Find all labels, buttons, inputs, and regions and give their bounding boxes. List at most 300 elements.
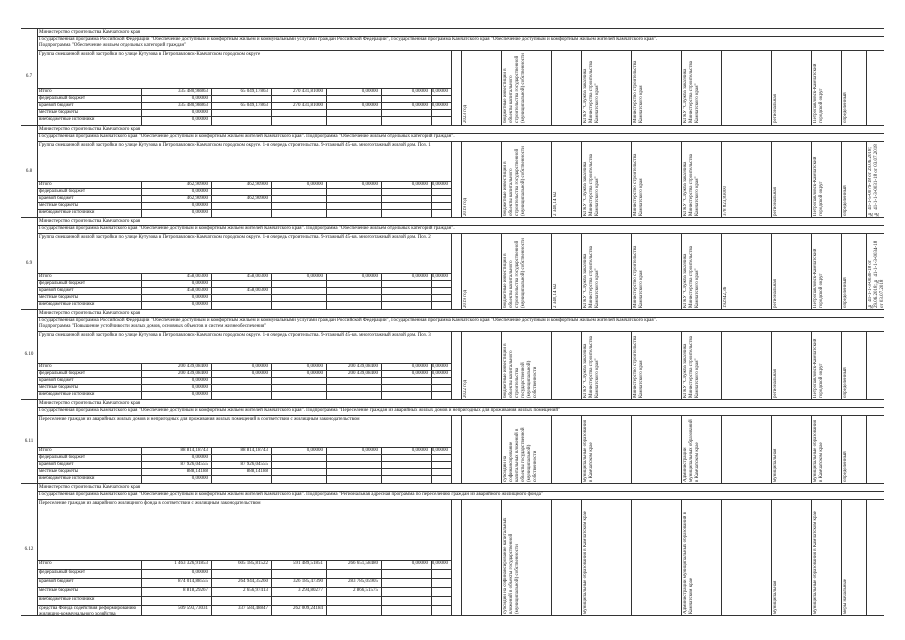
funding-value: 0,00000: [306, 182, 323, 187]
estimated-cost-cell: [723, 418, 769, 482]
column-rule: [551, 142, 552, 218]
column-rule: [681, 234, 682, 310]
funding-value: 0,00000: [431, 103, 448, 108]
funding-value: 458,00300: [186, 288, 208, 293]
funding-row-label: краевой бюджет: [39, 196, 74, 201]
funding-value: 0,00000: [306, 364, 323, 369]
customer-cell: муниципальные образования в Камчатском крае: [583, 420, 594, 482]
column-rule: [771, 234, 772, 310]
funding-value: 0,00000: [191, 189, 208, 194]
column-rule: [381, 273, 382, 310]
column-rule: [771, 500, 772, 616]
year-cell: [463, 418, 499, 482]
capacity-cell: [553, 53, 579, 123]
funding-value: 283 785,05905: [348, 579, 378, 584]
column-rule: [551, 332, 552, 400]
program-header: Государственная программа Камчатского края "Обеспечение доступным и комфортным жильем жителей Камчатского края". Подпрограмма "Обеспечение жильем отдельных категорий граждан".: [39, 134, 455, 139]
column-rule: [581, 500, 582, 616]
column-rule: [501, 332, 502, 400]
column-rule: [771, 416, 772, 484]
funding-row-label: краевой бюджет: [39, 378, 74, 383]
funding-value: 0,00000: [191, 476, 208, 481]
column-rule: [37, 310, 38, 400]
funding-row-label: местные бюджеты: [39, 203, 79, 208]
column-rule: [631, 332, 632, 400]
status-cell: определенный: [843, 451, 848, 482]
funding-value: 0,00000: [431, 89, 448, 94]
funding-row-label: федеральный бюджет: [39, 455, 86, 460]
permit-cell: [868, 418, 882, 482]
section-number: 6.10: [24, 352, 34, 357]
column-rule: [841, 234, 842, 310]
column-rule: [431, 560, 432, 616]
funding-row-label: внебюджетные источники: [39, 302, 95, 307]
funding-row-label: местные бюджеты: [39, 469, 79, 474]
funding-row-label: федеральный бюджет: [39, 570, 86, 575]
year-cell: 2023 год: [463, 104, 468, 123]
column-rule: [631, 51, 632, 125]
column-rule: [431, 273, 432, 310]
funding-value: 462,90900: [186, 196, 208, 201]
column-rule: [381, 363, 382, 400]
funding-value: 0,00000: [411, 103, 428, 108]
funding-value: 8 818,29267: [183, 588, 208, 593]
column-rule: [271, 560, 272, 616]
column-rule: [866, 416, 867, 484]
column-rule: [37, 400, 38, 484]
funding-row-label: федеральный бюджет: [39, 96, 86, 101]
section-number: 6.7: [25, 74, 33, 79]
funding-value: 266 651,58480: [348, 561, 378, 566]
estimated-cost-cell: 378 823,83000: [723, 186, 728, 216]
table-section: [21, 483, 884, 615]
funding-row-label: федеральный бюджет: [39, 189, 86, 194]
column-rule: [811, 51, 812, 125]
level-cell: муниципальная: [773, 448, 778, 482]
customer-cell: КГКУ "Служба заказчика Министерства строительства Камчатского края": [583, 153, 600, 216]
table-section: [21, 217, 884, 309]
permit-cell: № 41-1-5-0079-18 от 29.06.2018; № 41-1-1-3-0031-18 от 03.07.2018: [868, 144, 879, 216]
customer-cell: КГКУ "Служба заказчика Министерства строительства Камчатского края": [583, 245, 600, 308]
customer-cell: КГКУ "Служба заказчика Министерства строительства Камчатского края": [583, 335, 600, 398]
funding-value: 0,00000: [431, 364, 448, 369]
capacity-cell: 2 340,14 м2: [553, 283, 558, 308]
permit-cell: № 41-1-1-3-0030-18 от 29.06.2018; № 41-1-1-3-0034-18 от 03.07.2018: [868, 240, 885, 308]
ministry-cell: Министерство строительства Камчатского края: [633, 60, 644, 123]
funding-row-label: Итого: [39, 182, 52, 187]
column-rule: [681, 500, 682, 616]
column-rule: [501, 234, 502, 310]
column-rule: [501, 416, 502, 484]
ministry-header: Министерство строительства Камчатского края: [39, 219, 141, 224]
column-rule: [381, 88, 382, 125]
location-cell: Петропавловск-Камчатский городской округ: [813, 248, 824, 308]
location-cell: Петропавловск-Камчатский городской округ: [813, 156, 824, 216]
status-cell: определенный: [843, 277, 848, 308]
column-rule: [551, 234, 552, 310]
funding-row-label: местные бюджеты: [39, 295, 79, 300]
ministry-header: Министерство строительства Камчатского края: [39, 127, 141, 132]
level-cell: региональная: [773, 369, 778, 398]
funding-value: 0,00000: [411, 182, 428, 187]
funding-value: 65 049,17863: [240, 103, 268, 108]
location-cell: Петропавловск-Камчатский городской округ: [813, 338, 824, 398]
location-cell: муниципальные образования в Камчатском крае: [813, 420, 824, 482]
funding-row-label: краевой бюджет: [39, 103, 74, 108]
estimated-cost-cell: [723, 334, 769, 398]
funding-value: 0,00000: [431, 274, 448, 279]
column-rule: [581, 332, 582, 400]
column-rule: [271, 181, 272, 218]
funding-value: 0,00000: [411, 274, 428, 279]
funding-value: 0,00000: [191, 96, 208, 101]
funding-value: 0,00000: [191, 378, 208, 383]
column-rule: [501, 500, 502, 616]
column-rule: [811, 416, 812, 484]
location-cell: Петропавловск-Камчатский городской округ: [813, 63, 824, 123]
column-rule: [681, 142, 682, 218]
funding-value: 335 480,98863: [178, 89, 208, 94]
estimated-cost-cell: [723, 53, 769, 123]
funding-value: 2 866,51575: [353, 588, 378, 593]
developer-cell: Администрации муниципальных образований в Камчатском крае: [683, 511, 694, 614]
developer-cell: КГКУ "Служба заказчика Министерства строительства Камчатского края": [683, 335, 700, 398]
funding-value: 337 584,48847: [238, 606, 268, 611]
column-rule: [581, 416, 582, 484]
ministry-header: Министерство строительства Камчатского края: [39, 30, 141, 35]
column-rule: [211, 181, 212, 218]
column-rule: [381, 181, 382, 218]
funding-value: 0,00000: [361, 103, 378, 108]
purpose-cell: бюджетные инвестиции в объекты капитального строительства государственной (муниципальной) собственности: [503, 146, 526, 216]
ministry-header: Министерство строительства Камчатского края: [39, 401, 141, 406]
funding-value: 0,00000: [191, 385, 208, 390]
column-rule: [271, 363, 272, 400]
funding-value: 326 185,47390: [293, 579, 323, 584]
column-rule: [431, 88, 432, 125]
column-rule: [631, 500, 632, 616]
ministry-cell: Министерство строительства Камчатского края: [633, 245, 644, 308]
column-rule: [461, 332, 462, 400]
funding-value: 0,00000: [361, 448, 378, 453]
column-rule: [581, 51, 582, 125]
funding-value: 0,00000: [191, 203, 208, 208]
column-rule: [721, 500, 722, 616]
funding-value: 88 814,18743: [180, 448, 208, 453]
funding-value: 462,90900: [246, 182, 268, 187]
column-rule: [381, 560, 382, 616]
column-rule: [211, 363, 212, 400]
section-number: 6.9: [25, 261, 33, 266]
column-rule: [501, 142, 502, 218]
funding-value: 0,00000: [411, 448, 428, 453]
column-rule: [721, 51, 722, 125]
funding-value: 0,00000: [411, 561, 428, 566]
column-rule: [326, 88, 327, 125]
column-rule: [461, 142, 462, 218]
column-rule: [631, 142, 632, 218]
funding-value: 0,00000: [191, 210, 208, 215]
funding-value: 87 926,04555: [240, 462, 268, 467]
funding-value: 0,00000: [251, 371, 268, 376]
section-number: 6.8: [25, 169, 33, 174]
column-rule: [866, 500, 867, 616]
column-rule: [461, 51, 462, 125]
funding-value: 262 009,24184: [293, 606, 323, 611]
column-rule: [37, 218, 38, 310]
funding-value: 462,90900: [186, 182, 208, 187]
funding-value: 0,00000: [361, 89, 378, 94]
funding-row-label: внебюджетные источники: [39, 117, 95, 122]
object-name: Группа смешанной жилой застройки по улице Кутузова в Петропавловск-Камчатском городском округе. 1-я очередь строительства. 9-этажный 45-кв. многоэтажный жилой дом. Поз. 3: [39, 333, 431, 338]
column-rule: [211, 447, 212, 484]
column-rule: [681, 416, 682, 484]
funding-value: 335 480,98863: [178, 103, 208, 108]
funding-value: 458,00300: [186, 274, 208, 279]
year-cell: [463, 502, 499, 614]
column-rule: [841, 51, 842, 125]
capacity-cell: [553, 334, 579, 398]
level-cell: муниципальная: [773, 580, 778, 614]
table-section: [21, 29, 884, 125]
program-header: Государственная программа Камчатского края "Обеспечение доступным и комфортным жильем жителей Камчатского края". Подпрограмма "Переселение граждан из аварийных жилых домов и непригодных для проживания жилых помещений": [39, 408, 561, 413]
program-header: Государственная программа Российской Федерации "Обеспечение доступным и комфортным жильем и коммунальными услугами граждан Российской Федерации", Государственная программа Камчатского края "Обеспечение доступным и комфортным жильем жителей Камчатского края".: [39, 37, 657, 42]
status-cell: определенный: [843, 92, 848, 123]
funding-value: 0,00000: [191, 117, 208, 122]
column-rule: [141, 363, 142, 400]
funding-row-label: Итого: [39, 448, 52, 453]
funding-value: 0,00000: [361, 182, 378, 187]
column-rule: [271, 447, 272, 484]
column-rule: [211, 273, 212, 310]
column-rule: [451, 142, 452, 218]
column-rule: [211, 88, 212, 125]
funding-value: 87 926,04555: [180, 462, 208, 467]
ministry-cell: Министерство строительства Камчатского края: [633, 335, 644, 398]
object-name: Группа смешанной жилой застройки по улице Кутузова в Петропавловск-Камчатском городском округе. 1-я очередь строительства. 9-этажный 45-кв. многоэтажный жилой дом. Поз. 1: [39, 143, 431, 148]
developer-cell: КГКУ "Служба заказчика Министерства строительства Камчатского края": [683, 245, 700, 308]
column-rule: [771, 51, 772, 125]
level-cell: региональная: [773, 94, 778, 123]
column-rule: [841, 142, 842, 218]
estimated-cost-cell: [723, 502, 769, 614]
column-rule: [581, 142, 582, 218]
status-cell: определенный: [843, 185, 848, 216]
funding-value: 0,00000: [306, 371, 323, 376]
column-rule: [326, 273, 327, 310]
funding-value: 200 439,08400: [348, 371, 378, 376]
funding-row-label: внебюджетные источники: [39, 597, 95, 602]
permit-cell: [868, 334, 882, 398]
column-rule: [841, 332, 842, 400]
status-cell: меры начальные: [843, 579, 848, 614]
funding-value: 200 439,08400: [178, 371, 208, 376]
column-rule: [451, 416, 452, 484]
funding-value: 0,00000: [411, 89, 428, 94]
funding-value: 0,00000: [191, 392, 208, 397]
column-rule: [771, 142, 772, 218]
funding-row-label: внебюджетные источники: [39, 476, 95, 481]
column-rule: [326, 447, 327, 484]
register-table: [21, 28, 884, 616]
funding-value: 200 439,08400: [178, 364, 208, 369]
customer-cell: КГКУ "Служба заказчика Министерства строительства Камчатского края": [583, 60, 600, 123]
funding-value: 591 489,51851: [293, 561, 323, 566]
column-rule: [551, 51, 552, 125]
column-rule: [271, 273, 272, 310]
column-rule: [631, 416, 632, 484]
funding-value: 605 185,81522: [238, 561, 268, 566]
table-section: [21, 399, 884, 483]
estimated-cost-cell: 192942,36: [723, 286, 728, 308]
funding-value: 0,00000: [191, 281, 208, 286]
funding-value: 0,00000: [361, 274, 378, 279]
column-rule: [771, 332, 772, 400]
funding-value: 0,00000: [191, 295, 208, 300]
column-rule: [141, 181, 142, 218]
column-rule: [866, 142, 867, 218]
location-cell: муниципальные образования в Камчатском крае: [813, 511, 818, 614]
funding-value: 0,00000: [191, 570, 208, 575]
program-header: Государственная программа Камчатского края "Обеспечение доступным и комфортным жильем жителей Камчатского края". Подпрограмма "Обеспечение жильем отдельных категорий граждан".: [39, 226, 455, 231]
funding-row-label: Итого: [39, 561, 52, 566]
purpose-cell: субсидии на софинансирование капитальных вложений в объекты государственной (муниципальной) собственности: [503, 427, 538, 482]
column-rule: [37, 126, 38, 218]
funding-row-label: средства Фонда содействия реформированию жилищно-коммунального хозяйства: [39, 606, 137, 617]
ministry-cell: [633, 502, 679, 614]
column-rule: [141, 447, 142, 484]
ministry-header: Министерство строительства Камчатского края: [39, 311, 141, 316]
object-name: Переселение граждан из аварийного жилищного фонда в соответствии с жилищным законодательством: [39, 501, 261, 506]
level-cell: региональная: [773, 187, 778, 216]
column-rule: [811, 332, 812, 400]
column-rule: [451, 234, 452, 310]
column-rule: [326, 560, 327, 616]
column-rule: [721, 332, 722, 400]
column-rule: [551, 500, 552, 616]
column-rule: [501, 51, 502, 125]
column-rule: [811, 234, 812, 310]
column-rule: [451, 332, 452, 400]
column-rule: [461, 416, 462, 484]
level-cell: региональная: [773, 279, 778, 308]
column-rule: [681, 51, 682, 125]
column-rule: [451, 500, 452, 616]
column-rule: [211, 560, 212, 616]
program-header: Государственная программа Камчатского края "Обеспечение доступным и комфортным жильем жителей Камчатского края". Подпрограмма "Региональная адресная программа по переселению граждан из аварийного жилищного фонда": [39, 492, 543, 497]
funding-value: 458,00300: [246, 288, 268, 293]
column-rule: [141, 88, 142, 125]
column-rule: [141, 273, 142, 310]
customer-cell: муниципальные образования в Камчатском крае: [583, 511, 588, 614]
ministry-cell: [633, 418, 679, 482]
column-rule: [326, 363, 327, 400]
funding-value: 3 294,80277: [298, 588, 323, 593]
purpose-cell: бюджетные инвестиции в объекты капитального строительства государственной (муниципальной) собственности: [503, 343, 538, 398]
subprogram-header: Подпрограмма "Обеспечение жильем отдельных категорий граждан": [39, 43, 187, 48]
funding-value: 509 593,73031: [178, 606, 208, 611]
table-section: [21, 125, 884, 217]
developer-cell: Администрации муниципальных образований в Камчатском крае: [683, 419, 700, 482]
funding-value: 0,00000: [306, 274, 323, 279]
column-rule: [721, 234, 722, 310]
column-rule: [681, 332, 682, 400]
purpose-cell: субсидии на софинансирование капитальных вложений в объекты государственной (муниципальной) собственности: [503, 517, 520, 614]
funding-row-label: Итого: [39, 89, 52, 94]
section-number: 6.11: [24, 439, 34, 444]
funding-value: 0,00000: [191, 455, 208, 460]
funding-row-label: федеральный бюджет: [39, 371, 86, 376]
funding-value: 0,00000: [306, 448, 323, 453]
funding-value: 0,00000: [191, 302, 208, 307]
column-rule: [461, 500, 462, 616]
funding-row-label: внебюджетные источники: [39, 210, 95, 215]
funding-value: 0,00000: [431, 182, 448, 187]
program-header: Государственная программа Российской Федерации "Обеспечение доступным и комфортным жильем и коммунальными услугами граждан Российской Федерации", Государственная программа Камчатского края "Обеспечение доступным и комфортным жильем жителей Камчатского края".: [39, 318, 657, 323]
column-rule: [721, 416, 722, 484]
column-rule: [431, 181, 432, 218]
column-rule: [866, 51, 867, 125]
column-rule: [581, 234, 582, 310]
year-cell: 2019 год: [463, 197, 468, 216]
funding-value: 458,00300: [246, 274, 268, 279]
column-rule: [37, 29, 38, 125]
funding-value: 0,00000: [431, 371, 448, 376]
capacity-cell: 2 340,14 м2: [553, 191, 558, 216]
funding-value: 2 656,97413: [243, 588, 268, 593]
column-rule: [141, 560, 142, 616]
funding-value: 200 439,08400: [348, 364, 378, 369]
developer-cell: КГКУ "Служба заказчика Министерства строительства Камчатского края": [683, 60, 700, 123]
capacity-cell: [553, 502, 579, 614]
column-rule: [811, 500, 812, 616]
year-cell: 2019 год: [463, 289, 468, 308]
object-name: Переселение граждан из аварийных жилых домов и непригодных для проживания жилых помещений в соответствии с жилищным законодательством: [39, 417, 360, 422]
funding-row-label: краевой бюджет: [39, 288, 74, 293]
funding-value: 0,00000: [411, 371, 428, 376]
funding-value: 270 431,81000: [293, 103, 323, 108]
column-rule: [841, 416, 842, 484]
ministry-header: Министерство строительства Камчатского края: [39, 485, 141, 490]
funding-value: 888,14188: [186, 469, 208, 474]
column-rule: [811, 142, 812, 218]
column-rule: [631, 234, 632, 310]
funding-row-label: местные бюджеты: [39, 385, 79, 390]
column-rule: [431, 363, 432, 400]
funding-row-label: Итого: [39, 364, 52, 369]
year-cell: 2022 год: [463, 379, 468, 398]
column-rule: [326, 181, 327, 218]
funding-row-label: внебюджетные источники: [39, 392, 95, 397]
funding-value: 462,90900: [246, 196, 268, 201]
column-rule: [431, 447, 432, 484]
column-rule: [271, 88, 272, 125]
funding-value: 874 014,88555: [178, 579, 208, 584]
funding-value: 270 431,81000: [293, 89, 323, 94]
funding-row-label: краевой бюджет: [39, 462, 74, 467]
capacity-cell: [553, 418, 579, 482]
funding-row-label: местные бюджеты: [39, 588, 79, 593]
object-name: Группа смешанной жилой застройки по улице Кутузова в Петропавловск-Камчатском городском округе. 1-я очередь строительства. 9-этажный 45-кв. многоэтажный жилой дом. Поз. 2: [39, 235, 431, 240]
permit-cell: [868, 502, 882, 614]
section-number: 6.12: [24, 547, 34, 552]
funding-value: 0,00000: [431, 561, 448, 566]
column-rule: [841, 500, 842, 616]
funding-row-label: краевой бюджет: [39, 579, 74, 584]
funding-row-label: местные бюджеты: [39, 110, 79, 115]
column-rule: [551, 416, 552, 484]
object-name: Группа смешанной жилой застройки по улице Кутузова в Петропавловск-Камчатском городском округе: [39, 52, 261, 57]
